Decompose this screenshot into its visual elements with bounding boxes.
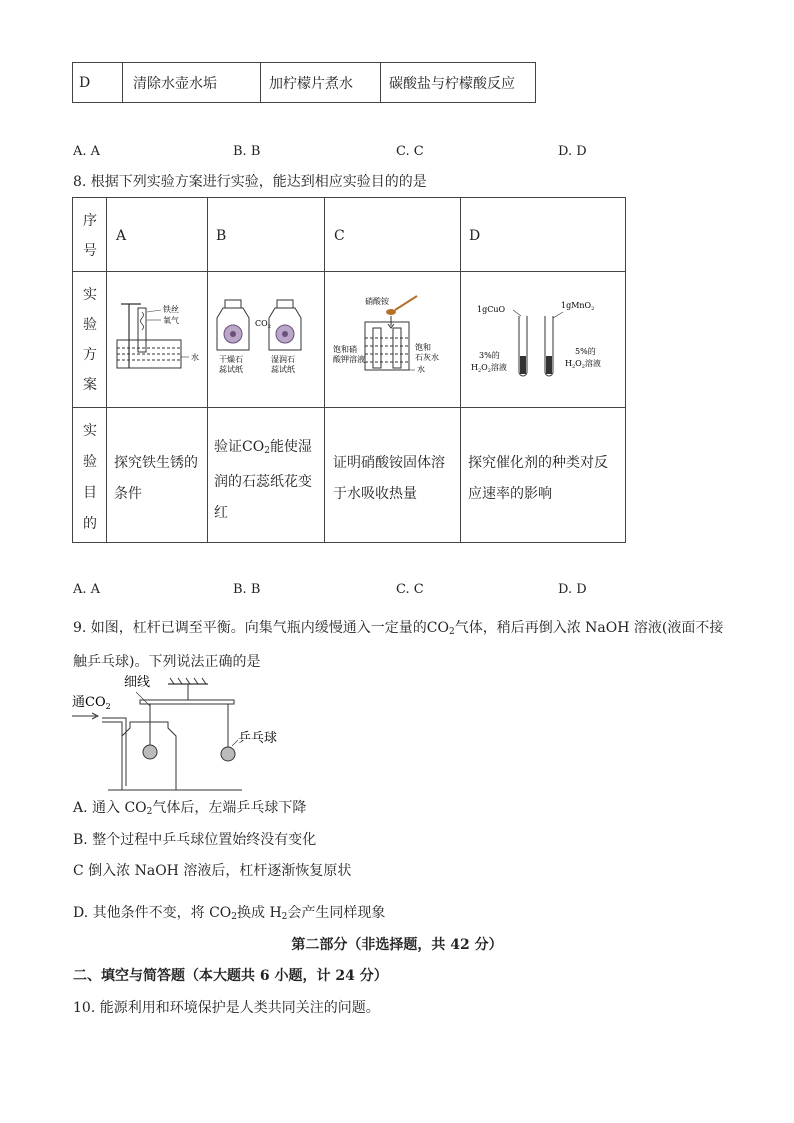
table-cell: 清除水壶水垢: [123, 63, 261, 103]
figure-catalyst: [465, 294, 623, 384]
figure-iron-rust: [111, 298, 205, 378]
q8-table: [72, 197, 626, 543]
purpose-d: 探究催化剂的种类对反应速率的影响: [468, 455, 608, 502]
label-gas: 通$CO_2$: [72, 695, 111, 711]
purpose-a: 探究铁生锈的条件: [114, 455, 198, 502]
label-mno2: 1gMnO$_2$: [561, 301, 595, 312]
q8-stem: 8. 根据下列实验方案进行实验，能达到相应实验目的的是: [73, 174, 427, 190]
purpose-b: 验证$CO_2$能使湿润的石蕊纸花变红: [214, 439, 312, 521]
q9-option-d: D. 其他条件不变，将 $CO_2$换成 $H_2$会产生同样现象: [73, 905, 386, 922]
column-header-d: D: [469, 228, 481, 244]
table-cell: D: [73, 63, 123, 103]
label-iron-wire: 铁丝: [163, 305, 179, 314]
label-limewater: 石灰水: [415, 353, 439, 362]
label-3pct: 3%的: [479, 351, 500, 360]
figure-lever: [72, 670, 292, 796]
label-cuo: 1gCuO: [477, 305, 506, 314]
q9-option-b: B. 整个过程中乒乓球位置始终没有变化: [73, 832, 317, 848]
purpose-c: 证明硝酸铵固体溶于水吸收热量: [333, 455, 445, 502]
label-ball: 乒乓球: [238, 731, 278, 746]
label-wet-litmus-1: 湿润石: [271, 355, 295, 364]
header-label: 序号: [83, 213, 97, 259]
q7-option-c: C. C: [396, 144, 424, 159]
q8-option-b: B. B: [233, 582, 261, 597]
table-cell: 碳酸盐与柠檬酸反应: [381, 63, 536, 103]
label-h2o2-5pct: $H_2O_2$溶液: [565, 359, 601, 370]
label-water: 水: [417, 365, 425, 374]
label-dry-litmus-2: 蕊试纸: [219, 365, 243, 374]
q9-stem: 9. 如图，杠杆已调至平衡。向集气瓶内缓慢通入一定量的$CO_2$气体，稍后再倒入浓 NaOH 溶液(液面不接 触乒乓球)。下列说法正确的是: [73, 620, 724, 670]
label-string: 细线: [124, 675, 151, 690]
label-saturated-kno3-1: 饱和硝: [333, 345, 357, 354]
label-saturated-kno3-2: 酸钾溶液: [333, 355, 365, 364]
q7-option-d: D. D: [558, 144, 587, 159]
q8-option-c: C. C: [396, 582, 424, 597]
label-co2: $CO_2$: [255, 319, 271, 330]
label-5pct: 5%的: [575, 347, 596, 356]
table-cell: 加柠檬片煮水: [261, 63, 381, 103]
q8-option-d: D. D: [558, 582, 587, 597]
q9-option-a: A. 通入 $CO_2$气体后，左端乒乓球下降: [73, 800, 307, 817]
q9-option-c: C 倒入浓 NaOH 溶液后，杠杆逐渐恢复原状: [73, 863, 352, 879]
q7-option-b: B. B: [233, 144, 261, 159]
q10-stem: 10. 能源利用和环境保护是人类共同关注的问题。: [73, 1000, 380, 1016]
column-header-c: C: [334, 228, 345, 244]
q8-option-a: A. A: [73, 582, 101, 597]
column-header-a: A: [116, 228, 127, 244]
label-water: 水: [191, 353, 199, 362]
top-table: [72, 62, 536, 103]
label-h2o2-3pct: $H_2O_2$溶液: [471, 363, 507, 374]
label-ammonium-nitrate: 硝酸铵: [365, 297, 389, 306]
part2-title: 第二部分（非选择题，共 42 分）: [291, 937, 503, 953]
label-saturated: 饱和: [415, 343, 431, 352]
figure-ammonium-nitrate: [329, 294, 457, 384]
label-wet-litmus-2: 蕊试纸: [271, 365, 295, 374]
label-oxygen: 氧气: [163, 316, 179, 325]
section2-title: 二、填空与简答题（本大题共 6 小题，计 24 分）: [73, 968, 388, 984]
scheme-label: 实验方案: [83, 287, 97, 393]
table-row: [73, 63, 536, 103]
figure-co2-litmus: [211, 296, 321, 382]
purpose-label: 实验目的: [83, 423, 97, 532]
column-header-b: B: [216, 228, 227, 244]
label-dry-litmus-1: 干燥石: [219, 355, 243, 364]
q7-option-a: A. A: [73, 144, 101, 159]
